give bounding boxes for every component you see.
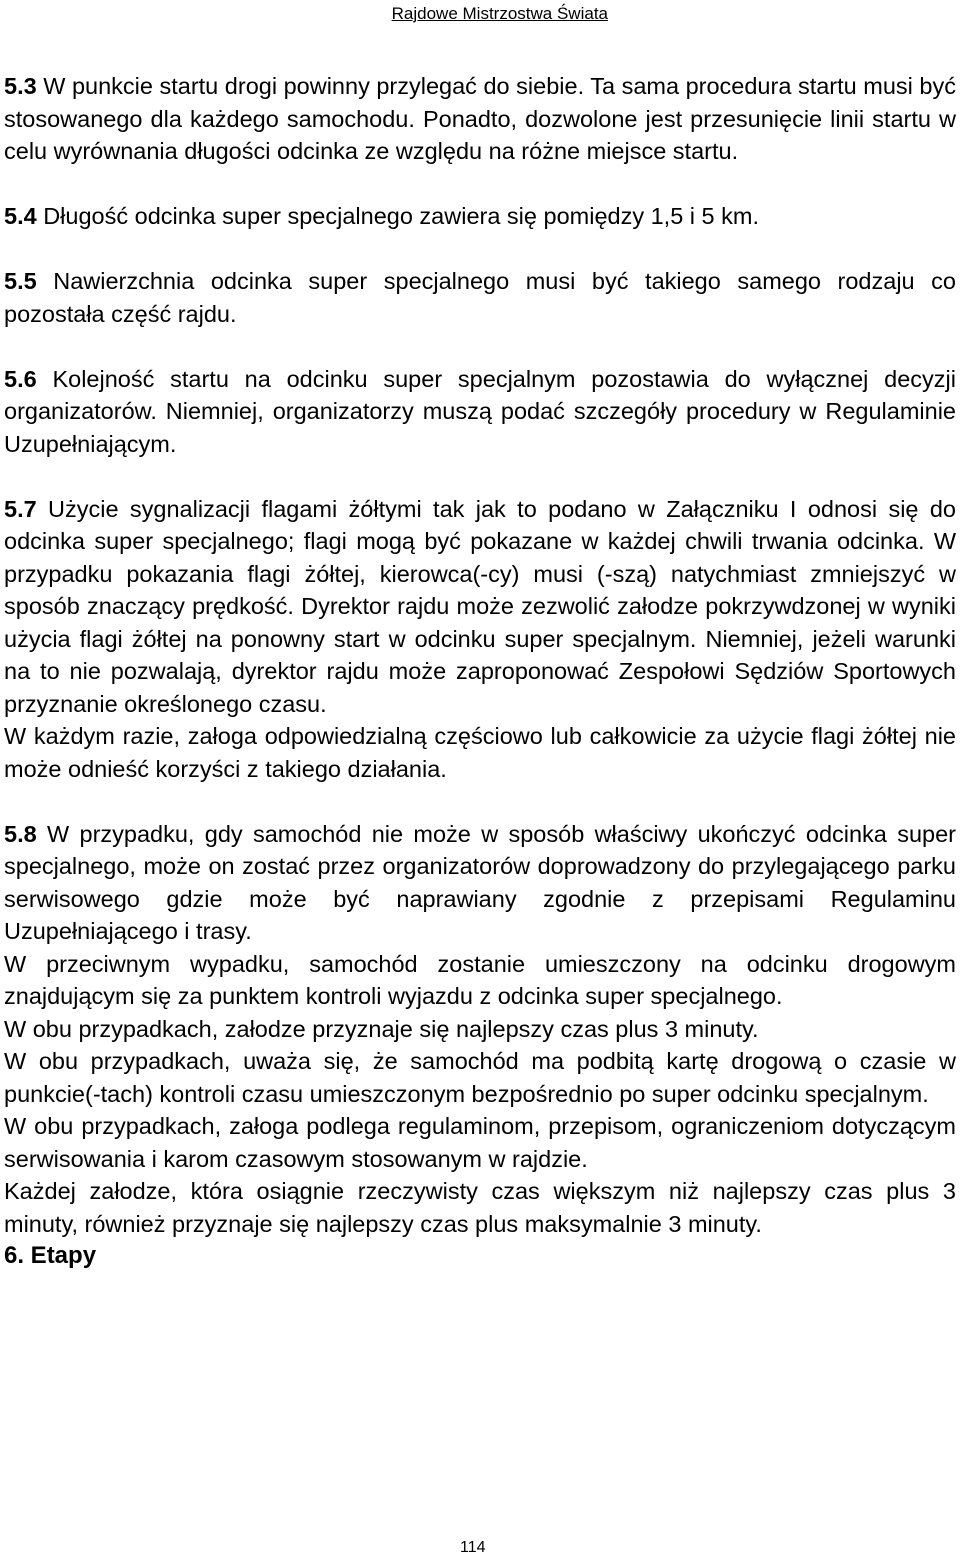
running-header: Rajdowe Mistrzostwa Świata (391, 4, 608, 23)
paragraph-5-5 (4, 265, 956, 330)
section-number: 5.5 (4, 268, 37, 294)
paragraph-5-7 (4, 493, 956, 721)
paragraph-5-7-continued: W każdym razie, załoga odpowiedzialną częściowo lub całkowicie za użycie flagi żółtej nie może odnieść korzyści z takiego działania. (4, 723, 956, 782)
page-number: 114 (460, 1539, 486, 1556)
paragraph-5-6 (4, 363, 956, 461)
section-number: 5.7 (4, 495, 37, 522)
paragraph-text: Kolejność startu na odcinku super specjalnym pozostawia do wyłącznej decyzji organizatorów. Niemniej, organizatorzy muszą podać szczegóły procedury w Regulaminie Uzupełniającym. (4, 365, 956, 457)
paragraph-5-4 (4, 200, 956, 233)
paragraph-text: W przypadku, gdy samochód nie może w sposób właściwy ukończyć odcinka super specjalnego, może on zostać przez organizatorów doprowadzony do przylegającego parku serwisowego gdzie może być naprawiany zgodnie z przepisami Regulaminu Uzupełniającego i trasy. (4, 820, 956, 944)
section-number: 5.8 (4, 820, 37, 847)
paragraph-5-8-part-2: W przeciwnym wypadku, samochód zostanie umieszczony na odcinku drogowym znajdującym się za punktem kontroli wyjazdu z odcinka super specjalnego. (4, 950, 956, 1009)
paragraph-5-3 (4, 70, 956, 168)
paragraph-text: Długość odcinka super specjalnego zawiera się pomiędzy 1,5 i 5 km. (36, 203, 760, 229)
paragraph-5-8-part-6: Każdej załodze, która osiągnie rzeczywisty czas większym niż najlepszy czas plus 3 minuty, również przyznaje się najlepszy czas plus maksymalnie 3 minuty. (4, 1178, 956, 1237)
paragraph-5-8 (4, 818, 956, 948)
section-number: 5.4 (4, 203, 37, 229)
section-number: 5.3 (4, 73, 37, 99)
paragraph-5-8-part-4: W obu przypadkach, uważa się, że samochód ma podbitą kartę drogową o czasie w punkcie(-tach) kontroli czasu umieszczonym bezpośrednio po super odcinku specjalnym. (4, 1048, 956, 1107)
section-number: 5.6 (4, 365, 37, 392)
section-heading-etapy: 6. Etapy (4, 1242, 97, 1269)
paragraph-text: Nawierzchnia odcinka super specjalnego musi być takiego samego rodzaju co pozostała część rajdu. (4, 268, 956, 327)
paragraph-text: Użycie sygnalizacji flagami żółtymi tak jak to podano w Załączniku I odnosi się do odcinka super specjalnego; flagi mogą być pokazane w każdej chwili trwania odcinka. W przypadku pokazania flagi żółtej, kierowca(-cy) musi (-szą) natychmiast zmniejszyć w sposób znaczący prędkość. Dyrektor rajdu może zezwolić załodze pokrzywdzonej w wyniki użycia flagi żółtej na ponowny start w odcinku super specjalnym. Niemniej, jeżeli warunki na to nie pozwalają, dyrektor rajdu może zaproponować Zespołowi Sędziów Sportowych przyznanie określonego czasu. (4, 495, 956, 717)
page-content (4, 70, 956, 1273)
paragraph-text: W punkcie startu drogi powinny przylegać do siebie. Ta sama procedura startu musi być stosowanego dla każdego samochodu. Ponadto, dozwolone jest przesunięcie linii startu w celu wyrównania długości odcinka ze względu na różne miejsce startu. (4, 73, 956, 164)
paragraph-5-8-part-3: W obu przypadkach, załodze przyznaje się najlepszy czas plus 3 minuty. (4, 1015, 759, 1042)
paragraph-5-8-part-5: W obu przypadkach, załoga podlega regulaminom, przepisom, ograniczeniom dotyczącym serwisowania i karom czasowym stosowanym w rajdzie. (4, 1113, 956, 1172)
